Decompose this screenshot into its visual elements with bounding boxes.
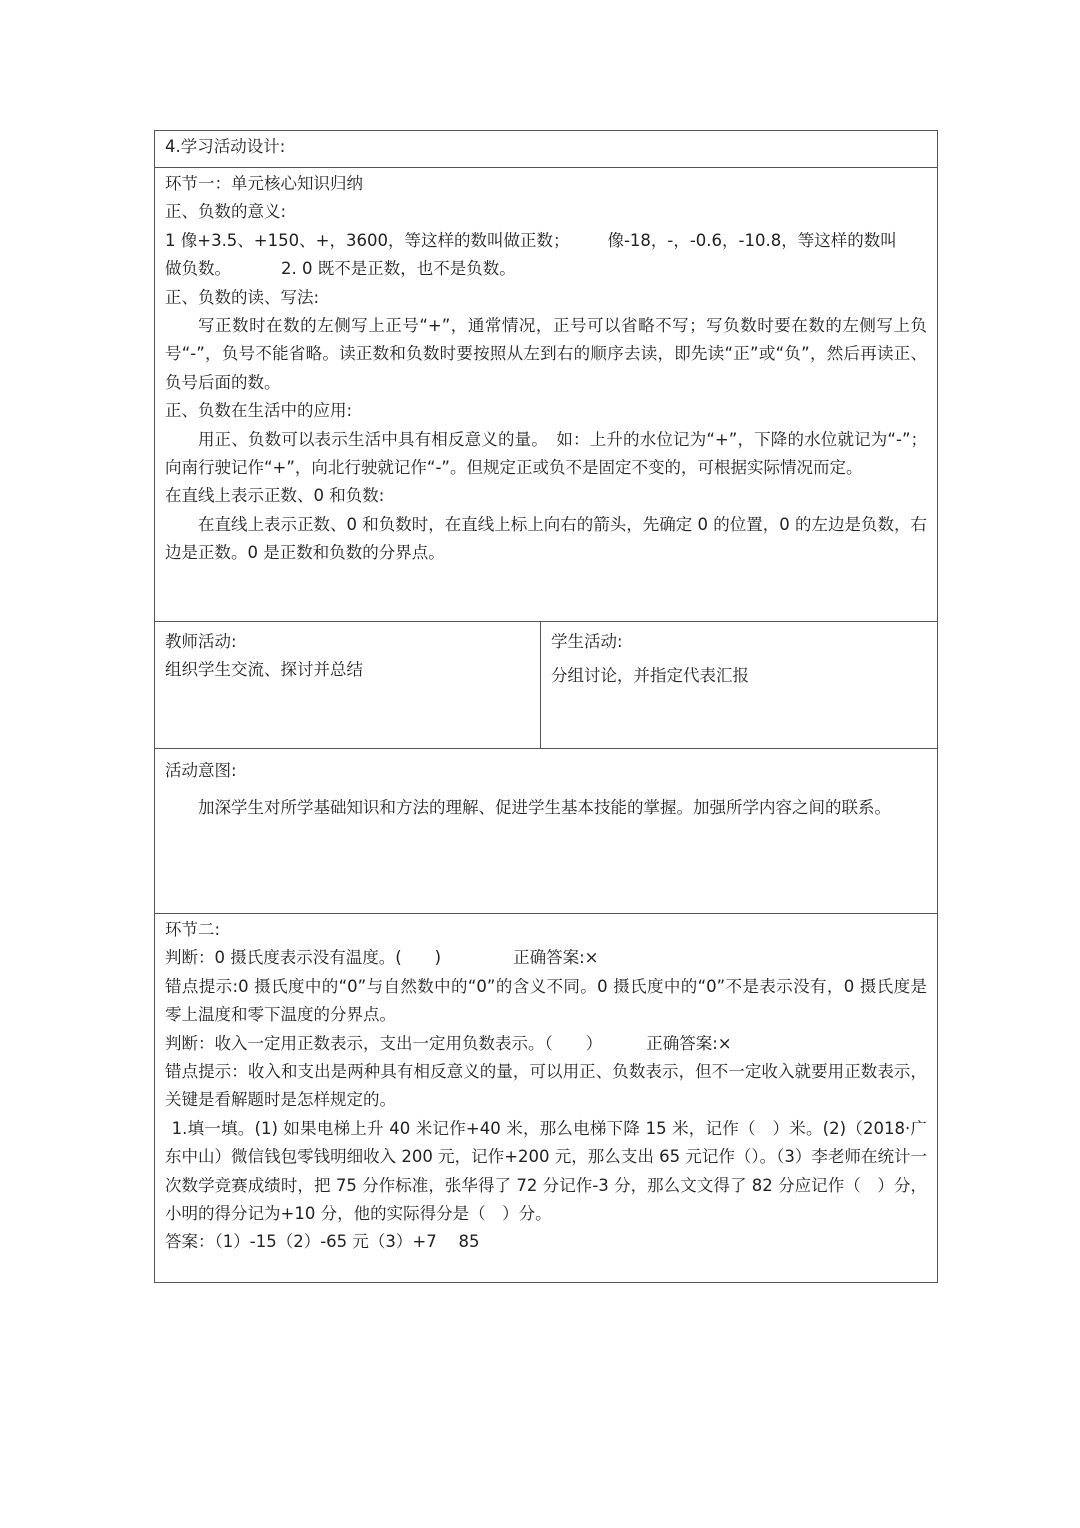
error-hint-1: 错点提示:0 摄氏度中的“0”与自然数中的“0”的含义不同。0 摄氏度中的“0”不是表示没有，0 摄氏度是零上温度和零下温度的分界点。 xyxy=(165,976,927,1025)
teacher-activity-content: 组织学生交流、探讨并总结 xyxy=(165,660,363,680)
student-activity-cell xyxy=(541,622,937,748)
judge-question-1-text: 判断：0 摄氏度表示没有温度。( ) xyxy=(165,948,442,968)
activity-intent-content: 加深学生对所学基础知识和方法的理解、促进学生基本技能的掌握。加强所学内容之间的联系。 xyxy=(198,798,891,818)
lesson-design-table xyxy=(154,130,938,1283)
fill-in-question: 1.填一填。(1) 如果电梯上升 40 米记作+40 米，那么电梯下降 15 米，记作（ ）米。(2)（2018·广东中山）微信钱包零钱明细收入 200 元，记作+200 元，那么支出 65 元记作（）。（3）李老师在统计一次数学竞赛成绩时，把 75 分作标准，张华得了 72 分记作-3 分，那么文文得了 82 分应记作（ ）分，小明的得分记为+10 分，他的实际得分是（ ）分。 xyxy=(165,1118,927,1224)
meaning-zero-text: 2. 0 既不是正数，也不是负数。 xyxy=(281,259,516,279)
read-write-body: 写正数时在数的左侧写上正号“+”，通常情况，正号可以省略不写；写负数时要在数的左侧写上负号“-”，负号不能省略。读正数和负数时要按照从左到右的顺序去读，即先读“正”或“负”，然后再读正、负号后面的数。 xyxy=(165,316,927,392)
table-title: 4.学习活动设计: xyxy=(165,137,286,156)
judge-question-2-text: 判断：收入一定用正数表示，支出一定用负数表示。（ ） xyxy=(165,1033,603,1053)
fill-in-answer: 答案：（1）-15（2）-65 元（3）+7 85 xyxy=(165,1232,480,1252)
table-title-row xyxy=(155,131,937,168)
meaning-negative-end: 做负数。 xyxy=(165,259,231,279)
meaning-line-2 xyxy=(165,255,927,283)
application-title: 正、负数在生活中的应用: xyxy=(165,401,353,421)
activity-intent-label: 活动意图: xyxy=(165,761,237,780)
meaning-positive-text: 1 像+3.5、+150、+，3600，等这样的数叫做正数； xyxy=(165,230,570,250)
meaning-negative-text: 像-18，-，-0.6，-10.8，等这样的数叫 xyxy=(607,230,897,250)
number-line-body: 在直线上表示正数、0 和负数时，在直线上标上向右的箭头，先确定 0 的位置，0 的左边是负数，右边是正数。0 是正数和负数的分界点。 xyxy=(165,514,927,563)
read-write-title: 正、负数的读、写法: xyxy=(165,287,320,307)
meaning-line-1 xyxy=(165,227,927,255)
activity-intent-row xyxy=(155,749,937,914)
judge-question-1 xyxy=(165,944,927,972)
section-two-heading: 环节二: xyxy=(165,920,221,939)
activities-row xyxy=(155,622,937,749)
judge-question-2 xyxy=(165,1030,927,1058)
error-hint-2: 错点提示：收入和支出是两种具有相反意义的量，可以用正、负数表示，但不一定收入就要用正数表示，关键是看解题时是怎样规定的。 xyxy=(165,1062,927,1110)
student-activity-content: 分组讨论，并指定代表汇报 xyxy=(551,666,749,686)
application-body: 用正、负数可以表示生活中具有相反意义的量。 如：上升的水位记为“+”，下降的水位就记为“-”；向南行驶记作“+”，向北行驶就记作“-”。但规定正或负不是固定不变的，可根据实际情况而定。 xyxy=(165,429,927,478)
section-one-row xyxy=(155,168,937,622)
teacher-activity-cell xyxy=(155,622,541,748)
judge-answer-2: 正确答案:× xyxy=(646,1033,732,1053)
teacher-activity-label: 教师活动: xyxy=(165,632,237,651)
section-one-heading: 环节一：单元核心知识归纳 xyxy=(165,174,363,193)
section-two-row xyxy=(155,914,937,1282)
meaning-title: 正、负数的意义: xyxy=(165,202,287,222)
number-line-title: 在直线上表示正数、0 和负数: xyxy=(165,486,385,506)
judge-answer-1: 正确答案:× xyxy=(513,948,599,968)
student-activity-label: 学生活动: xyxy=(551,632,623,651)
